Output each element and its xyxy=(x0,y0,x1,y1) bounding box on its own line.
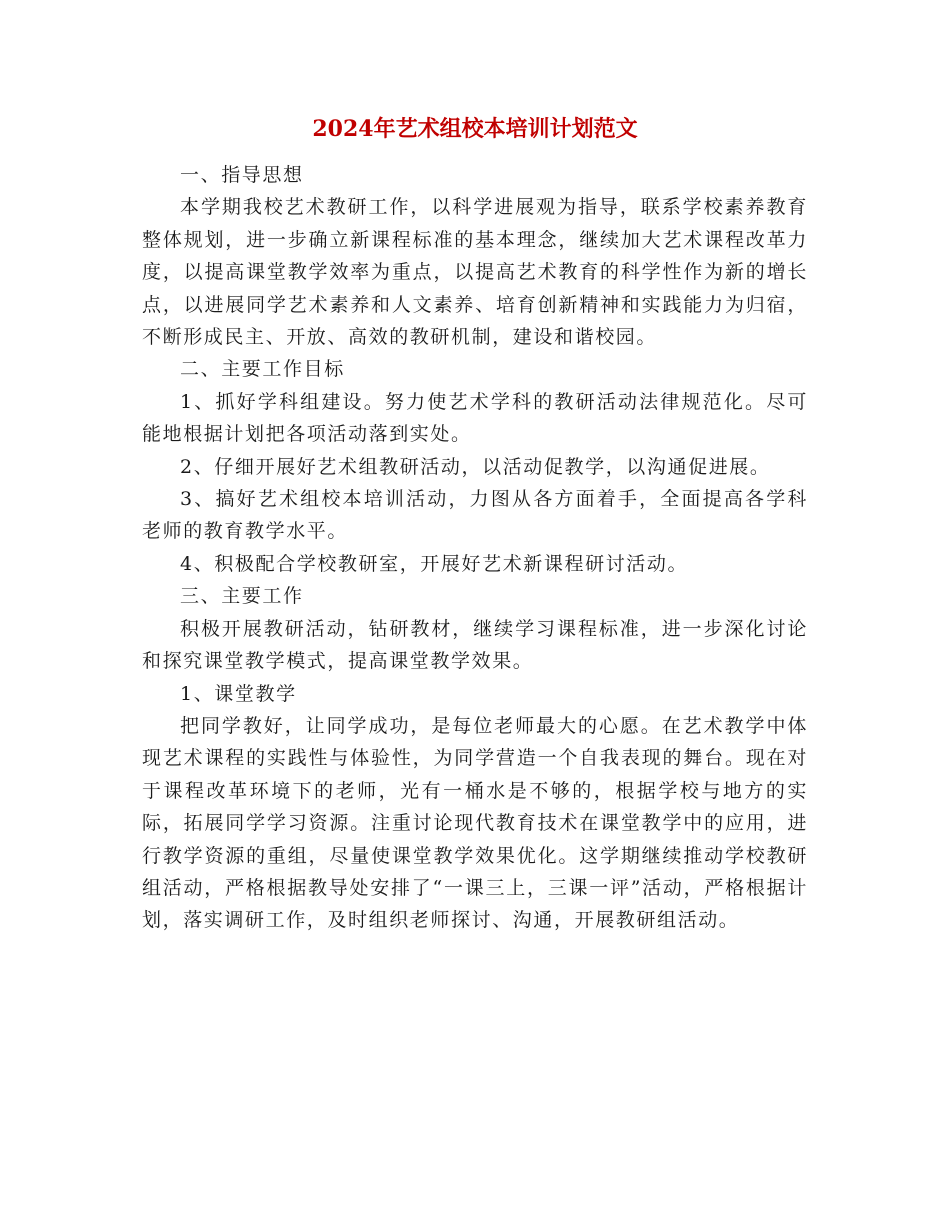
list-item: 2、仔细开展好艺术组教研活动，以活动促教学，以沟通促进展。 xyxy=(180,455,771,478)
paragraph: 积极开展教研活动，钻研教材，继续学习课程标准，进一步深化讨论和探究课堂教学模式，提高课堂教学效果。 xyxy=(142,617,808,673)
list-item: 4、积极配合学校教研室，开展好艺术新课程研讨活动。 xyxy=(180,552,689,575)
section-heading: 三、主要工作 xyxy=(180,585,304,608)
list-item: 3、搞好艺术组校本培训活动，力图从各方面着手，全面提高各学科老师的教育教学水平。 xyxy=(142,488,808,543)
section-heading: 一、指导思想 xyxy=(180,164,304,186)
section-heading: 二、主要工作目标 xyxy=(180,358,345,381)
paragraph: 本学期我校艺术教研工作，以科学进展观为指导，联系学校素养教育整体规划，进一步确立新课程标准的基本理念，继续加大艺术课程改革力度，以提高课堂教学效率为重点，以提高艺术教育的科学性作为新的增长点，以进展同学艺术素养和人文素养、培育创新精神和实践能力为归宿，不断形成民主、开放、高效的教研机制，建设和谐校园。 xyxy=(142,196,808,349)
subsection-heading: 1、课堂教学 xyxy=(180,682,297,705)
document-title: 2024年艺术组校本培训计划范文 xyxy=(312,116,638,142)
paragraph: 把同学教好，让同学成功，是每位老师最大的心愿。在艺术教学中体现艺术课程的实践性与体验性，为同学营造一个自我表现的舞台。现在对于课程改革环境下的老师，光有一桶水是不够的，根据学校与地方的实际，拓展同学学习资源。注重讨论现代教育技术在课堂教学中的应用，进行教学资源的重组，尽量使课堂教学效果优化。这学期继续推动学校教研组活动，严格根据教导处安排了“一课三上，三课一评”活动，严格根据计划，落实调研工作，及时组织老师探讨、沟通，开展教研组活动。 xyxy=(142,714,808,932)
list-item: 1、抓好学科组建设。努力使艺术学科的教研活动法律规范化。尽可能地根据计划把各项活动落到实处。 xyxy=(142,390,808,446)
document-body xyxy=(142,159,808,937)
